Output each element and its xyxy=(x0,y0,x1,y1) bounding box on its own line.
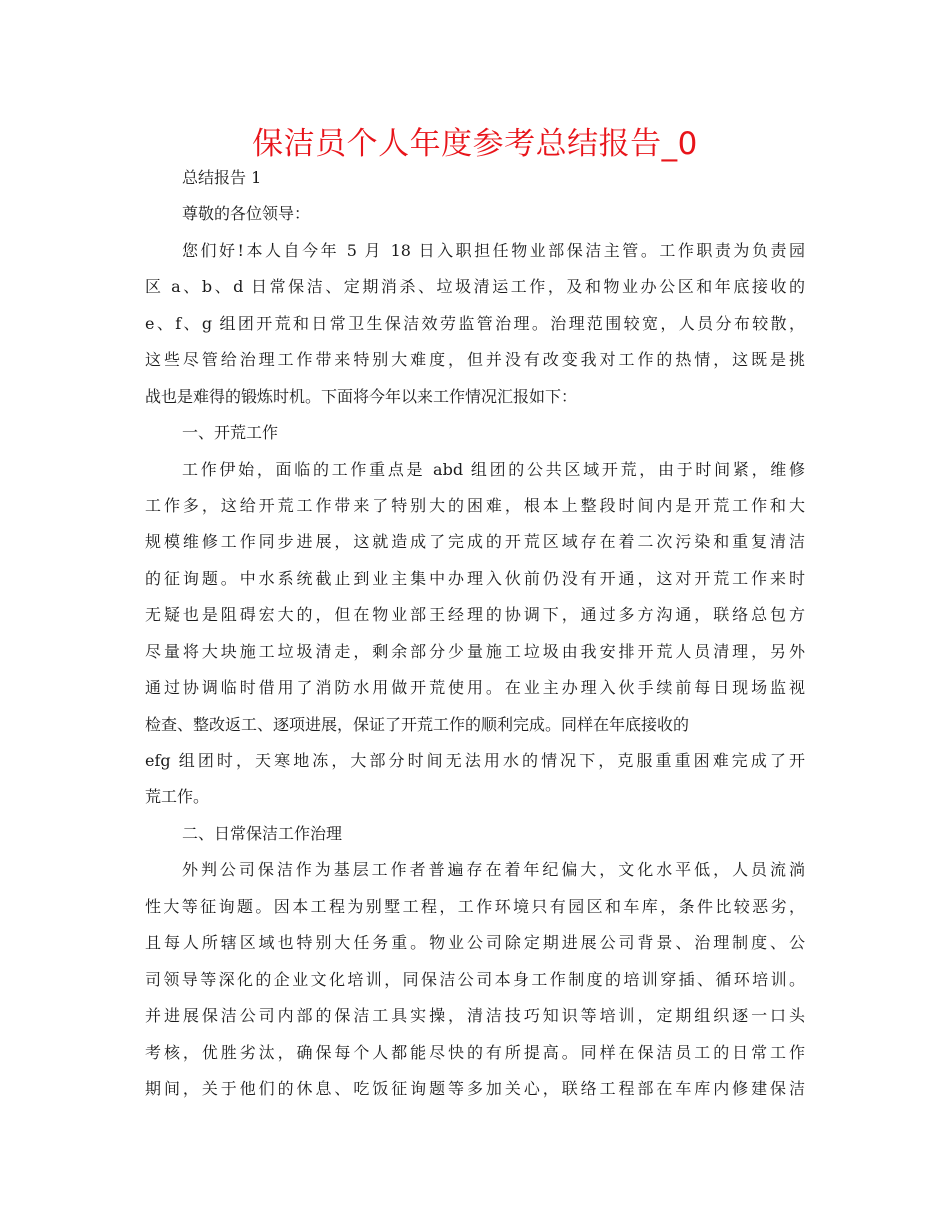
paragraph-line: 规模维修工作同步进展，这就造成了完成的开荒区域存在着二次污染和重复清洁 xyxy=(145,532,805,552)
paragraph-line: 检查、整改返工、逐项进展，保证了开荒工作的顺利完成。同样在年底接收的 xyxy=(145,714,690,734)
paragraph-line: 司领导等深化的企业文化培训，同保洁公司本身工作制度的培训穿插、循环培训。 xyxy=(145,969,805,989)
salutation: 尊敬的各位领导： xyxy=(182,204,311,224)
paragraph-line: 战也是难得的锻炼时机。下面将今年以来工作情况汇报如下： xyxy=(145,386,578,406)
section-heading: 二、日常保洁工作治理 xyxy=(182,823,343,843)
paragraph-line: 无疑也是阻碍宏大的，但在物业部王经理的协调下，通过多方沟通，联络总包方 xyxy=(145,605,805,625)
paragraph-line: 工作多，这给开荒工作带来了特别大的困难，根本上整段时间内是开荒工作和大 xyxy=(145,495,805,515)
paragraph-line: 外判公司保洁作为基层工作者普遍存在着年纪偏大，文化水平低，人员流淌 xyxy=(182,860,805,880)
paragraph-line: 这些尽管给治理工作带来特别大难度，但并没有改变我对工作的热情，这既是挑 xyxy=(145,350,805,370)
document-body xyxy=(145,168,805,1115)
paragraph-line: 您们好!本人自今年 5 月 18 日入职担任物业部保洁主管。工作职责为负责园 xyxy=(182,240,805,260)
section-heading: 一、开荒工作 xyxy=(182,423,279,443)
paragraph-line: 并进展保洁公司内部的保洁工具实操，清洁技巧知识等培训，定期组织逐一口头 xyxy=(145,1006,805,1026)
paragraph-line: efg 组团时，天寒地冻，大部分时间无法用水的情况下，克服重重困难完成了开 xyxy=(145,751,805,770)
paragraph-line: 考核，优胜劣汰，确保每个人都能尽快的有所提高。同样在保洁员工的日常工作 xyxy=(145,1042,805,1062)
document-title: 保洁员个人年度参考总结报告_0 xyxy=(252,126,698,162)
paragraph-line: 工作伊始，面临的工作重点是 abd 组团的公共区域开荒，由于时间紧，维修 xyxy=(182,459,805,479)
section-label: 总结报告 1 xyxy=(182,168,262,187)
paragraph-line: 且每人所辖区域也特别大任务重。物业公司除定期进展公司背景、治理制度、公 xyxy=(145,933,805,953)
paragraph-line: 通过协调临时借用了消防水用做开荒使用。在业主办理入伙手续前每日现场监视 xyxy=(145,678,805,698)
paragraph-line: e、f、g 组团开荒和日常卫生保洁效劳监管治理。治理范围较宽，人员分布较散， xyxy=(145,313,805,333)
paragraph-line: 性大等征询题。因本工程为别墅工程，工作环境只有园区和车库，条件比较恶劣， xyxy=(145,896,805,916)
paragraph-line: 期间，关于他们的休息、吃饭征询题等多加关心，联络工程部在车库内修建保洁 xyxy=(145,1078,805,1098)
paragraph-line: 的征询题。中水系统截止到业主集中办理入伙前仍没有开通，这对开荒工作来时 xyxy=(145,568,805,588)
paragraph-line: 区 a、b、d 日常保洁、定期消杀、垃圾清运工作，及和物业办公区和年底接收的 xyxy=(145,277,805,297)
paragraph-line: 尽量将大块施工垃圾清走，剩余部分少量施工垃圾由我安排开荒人员清理，另外 xyxy=(145,641,805,661)
paragraph-line: 荒工作。 xyxy=(145,787,210,807)
